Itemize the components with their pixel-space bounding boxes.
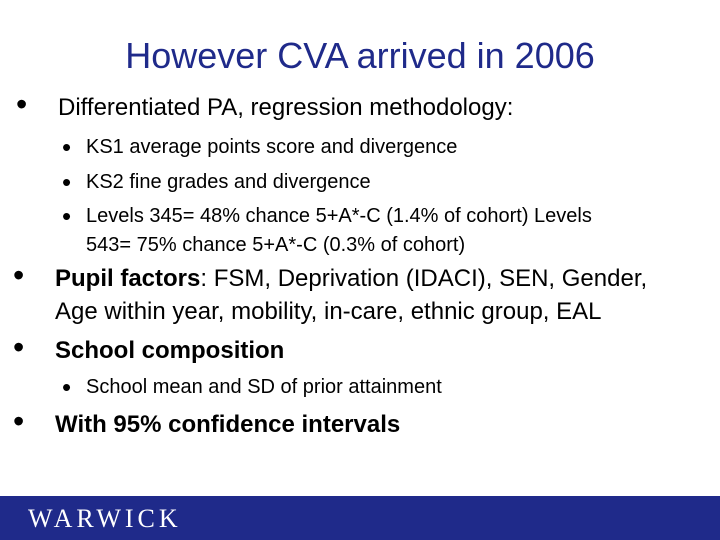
bullet-dot-icon: •	[62, 167, 72, 197]
bullet-pupil-factors	[13, 257, 648, 328]
subbullet-ks1	[62, 132, 458, 162]
bullet-bold-label: Pupil factors	[55, 265, 201, 292]
subbullet-school-mean	[62, 372, 442, 402]
bullet-text: Differentiated PA, regression methodology:	[58, 94, 514, 121]
bullet-dot-icon: •	[62, 372, 72, 402]
bullet-dot-icon: •	[62, 132, 72, 162]
footer-bar	[0, 496, 720, 540]
slide-title: However CVA arrived in 2006	[125, 35, 595, 76]
bullet-dot-icon: •	[13, 329, 25, 365]
bullet-text: School mean and SD of prior attainment	[86, 376, 442, 398]
bullet-bold-label: With 95% confidence intervals	[55, 411, 401, 438]
bullet-text-line1: Levels 345= 48% chance 5+A*-C (1.4% of cohort) Levels	[86, 205, 592, 227]
bullet-confidence-intervals	[13, 403, 401, 441]
bullet-differentiated-pa	[16, 86, 514, 124]
bullet-text: KS1 average points score and divergence	[86, 136, 458, 158]
bullet-bold-label: School composition	[55, 337, 285, 364]
warwick-logo: WARWICK	[28, 504, 182, 533]
bullet-dot-icon: •	[62, 201, 72, 231]
bullet-school-composition	[13, 329, 285, 367]
bullet-text: : FSM, Deprivation (IDACI), SEN, Gender,	[200, 265, 648, 292]
subbullet-levels	[62, 201, 592, 260]
bullet-dot-icon: •	[16, 86, 28, 122]
bullet-text: KS2 fine grades and divergence	[86, 171, 371, 193]
bullet-text-line2: Age within year, mobility, in-care, ethnic group, EAL	[55, 298, 602, 325]
bullet-dot-icon: •	[13, 403, 25, 439]
bullet-text-line2: 543= 75% chance 5+A*-C (0.3% of cohort)	[86, 234, 466, 256]
subbullet-ks2	[62, 167, 371, 197]
bullet-dot-icon: •	[13, 257, 25, 293]
